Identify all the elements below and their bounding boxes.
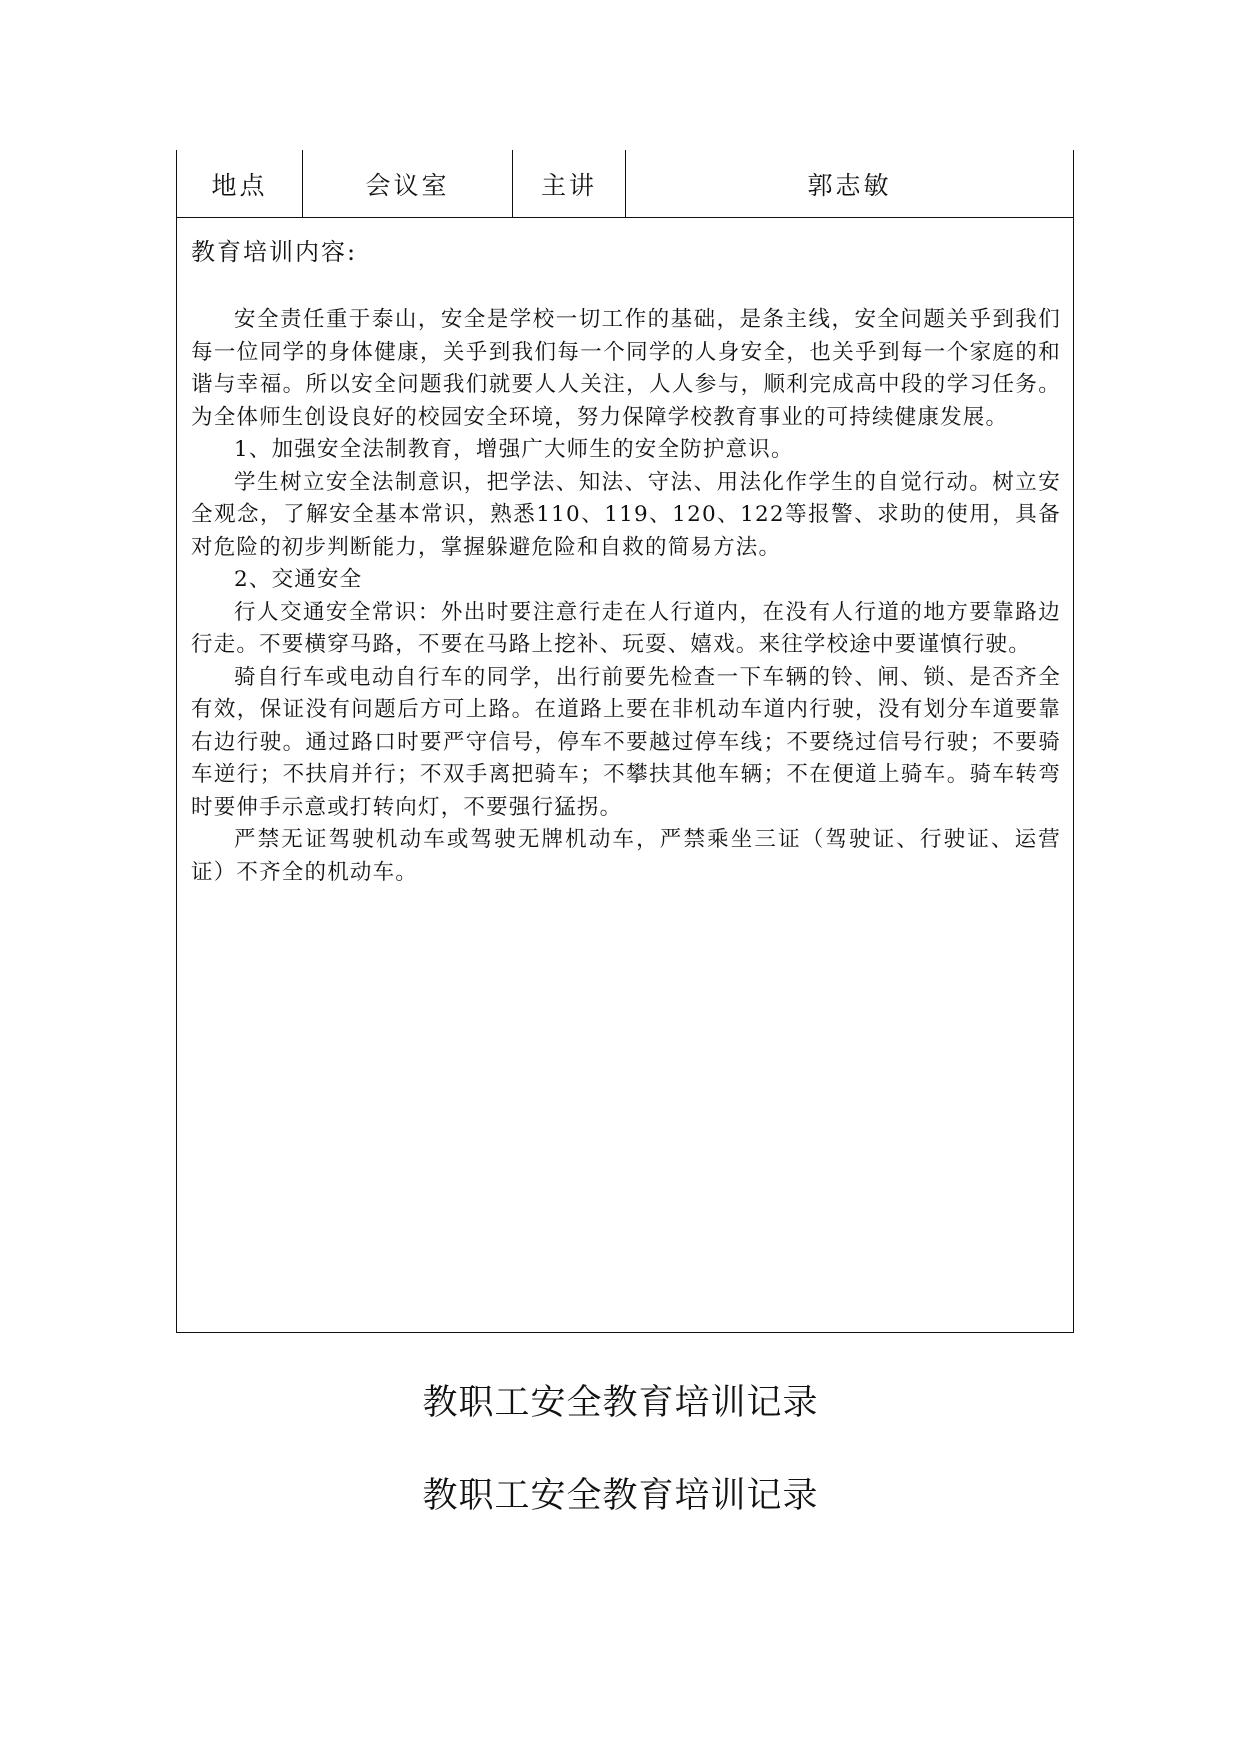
- table-header-row: [177, 150, 1073, 218]
- paragraph: 学生树立安全法制意识，把学法、知法、守法、用法化作学生的自觉行动。树立安全观念，了解安全基本常识，熟悉110、119、120、122等报警、求助的使用，具备对危险的初步判断能力，掌握躲避危险和自救的简易方法。: [191, 469, 1061, 560]
- speaker-label: 主讲: [513, 150, 626, 217]
- location-label: 地点: [177, 150, 303, 217]
- training-record-table: [176, 150, 1074, 1333]
- paragraph: 2、交通安全: [234, 567, 363, 592]
- paragraph: 1、加强安全法制教育，增强广大师生的安全防护意识。: [234, 437, 794, 462]
- content-body: [191, 304, 1061, 889]
- speaker-value: 郭志敏: [807, 170, 892, 200]
- document-title: 教职工安全教育培训记录: [422, 1383, 819, 1423]
- paragraph: 行人交通安全常识：外出时要注意行走在人行道内，在没有人行道的地方要靠路边行走。不要横穿马路，不要在马路上挖补、玩耍、嬉戏。来往学校途中要谨慎行驶。: [191, 599, 1061, 657]
- training-content: [191, 218, 1061, 889]
- paragraph: 骑自行车或电动自行车的同学，出行前要先检查一下车辆的铃、闸、锁、是否齐全有效，保证没有问题后方可上路。在道路上要在非机动车道内行驶，没有划分车道要靠右边行驶。通过路口时要严守信号，停车不要越过停车线；不要绕过信号行驶；不要骑车逆行；不扶肩并行；不双手离把骑车；不攀扶其他车辆；不在便道上骑车。骑车转弯时要伸手示意或打转向灯，不要强行猛拐。: [191, 664, 1061, 820]
- location-value: 会议室: [303, 150, 513, 217]
- document-title: 教职工安全教育培训记录: [422, 1476, 819, 1516]
- paragraph: 安全责任重于泰山，安全是学校一切工作的基础，是条主线，安全问题关乎到我们每一位同学的身体健康，关乎到我们每一个同学的人身安全，也关乎到每一个家庭的和谐与幸福。所以安全问题我们就要人人关注，人人参与，顺利完成高中段的学习任务。为全体师生创设良好的校园安全环境，努力保障学校教育事业的可持续健康发展。: [191, 307, 1061, 430]
- paragraph: 严禁无证驾驶机动车或驾驶无牌机动车，严禁乘坐三证（驾驶证、行驶证、运营证）不齐全的机动车。: [191, 827, 1061, 885]
- content-heading: 教育培训内容:: [191, 238, 358, 266]
